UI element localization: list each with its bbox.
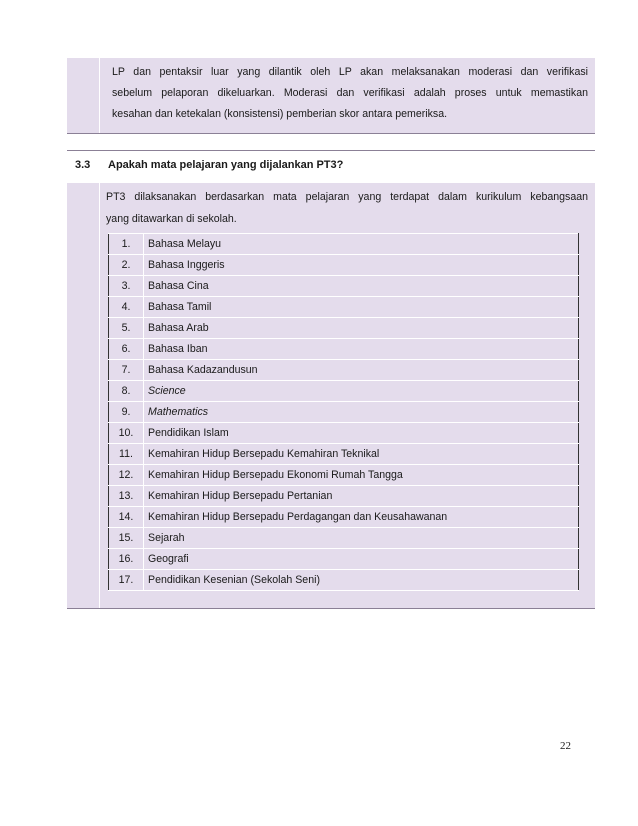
indent-column	[67, 183, 100, 608]
subject-number: 11.	[109, 444, 144, 465]
subject-name: Bahasa Inggeris	[144, 255, 579, 276]
subject-name: Bahasa Kadazandusun	[144, 360, 579, 381]
table-row	[109, 381, 579, 402]
table-row	[109, 234, 579, 255]
table-row	[109, 297, 579, 318]
table-row	[109, 339, 579, 360]
paragraph-line-3: kesahan dan ketekalan (konsistensi) pemberian skor antara pemeriksa.	[112, 108, 448, 120]
section-title: Apakah mata pelajaran yang dijalankan PT3?	[108, 159, 344, 171]
subject-number: 10.	[109, 423, 144, 444]
table-row	[109, 444, 579, 465]
intro-line-1: PT3 dilaksanakan berdasarkan mata pelajaran yang terdapat dalam kurikulum kebangsaan	[106, 191, 588, 203]
subject-number: 3.	[109, 276, 144, 297]
table-row	[109, 255, 579, 276]
subject-name: Bahasa Iban	[144, 339, 579, 360]
subject-number: 9.	[109, 402, 144, 423]
subject-name: Bahasa Melayu	[144, 234, 579, 255]
subject-number: 4.	[109, 297, 144, 318]
subject-name: Bahasa Tamil	[144, 297, 579, 318]
table-row	[109, 528, 579, 549]
subject-name: Bahasa Cina	[144, 276, 579, 297]
section-number: 3.3	[75, 159, 91, 171]
table-row	[109, 486, 579, 507]
subject-name: Sejarah	[144, 528, 579, 549]
subject-name: Kemahiran Hidup Bersepadu Perdagangan dan Keusahawanan	[144, 507, 579, 528]
subject-name: Bahasa Arab	[144, 318, 579, 339]
subject-name: Mathematics	[144, 402, 579, 423]
section-heading-row	[67, 150, 595, 184]
table-row	[109, 570, 579, 591]
table-row	[109, 402, 579, 423]
subject-number: 2.	[109, 255, 144, 276]
subject-number: 17.	[109, 570, 144, 591]
paragraph-line-1: LP dan pentaksir luar yang dilantik oleh LP akan melaksanakan moderasi dan verifikasi	[112, 66, 588, 78]
subject-name: Geografi	[144, 549, 579, 570]
intro-line-2: yang ditawarkan di sekolah.	[106, 213, 237, 225]
table-row	[109, 276, 579, 297]
subject-number: 5.	[109, 318, 144, 339]
subject-number: 16.	[109, 549, 144, 570]
table-row	[109, 318, 579, 339]
subject-name: Pendidikan Kesenian (Sekolah Seni)	[144, 570, 579, 591]
table-row	[109, 507, 579, 528]
previous-section-band	[67, 58, 595, 134]
subject-name: Kemahiran Hidup Bersepadu Kemahiran Teknikal	[144, 444, 579, 465]
table-row	[109, 423, 579, 444]
table-row	[109, 549, 579, 570]
paragraph-line-2: sebelum pelaporan dikeluarkan. Moderasi dan verifikasi adalah proses untuk memastikan	[112, 87, 588, 99]
subject-number: 12.	[109, 465, 144, 486]
subject-name: Kemahiran Hidup Bersepadu Ekonomi Rumah Tangga	[144, 465, 579, 486]
intro-paragraph	[106, 186, 588, 230]
indent-column	[67, 58, 100, 133]
subjects-table	[108, 233, 579, 591]
subject-number: 15.	[109, 528, 144, 549]
table-row	[109, 465, 579, 486]
subject-number: 14.	[109, 507, 144, 528]
subject-name: Science	[144, 381, 579, 402]
subject-name: Kemahiran Hidup Bersepadu Pertanian	[144, 486, 579, 507]
subject-number: 1.	[109, 234, 144, 255]
subject-number: 6.	[109, 339, 144, 360]
page-number: 22	[560, 740, 571, 752]
table-row	[109, 360, 579, 381]
subject-number: 8.	[109, 381, 144, 402]
subject-name: Pendidikan Islam	[144, 423, 579, 444]
subject-number: 7.	[109, 360, 144, 381]
subject-number: 13.	[109, 486, 144, 507]
moderation-paragraph	[112, 62, 588, 125]
